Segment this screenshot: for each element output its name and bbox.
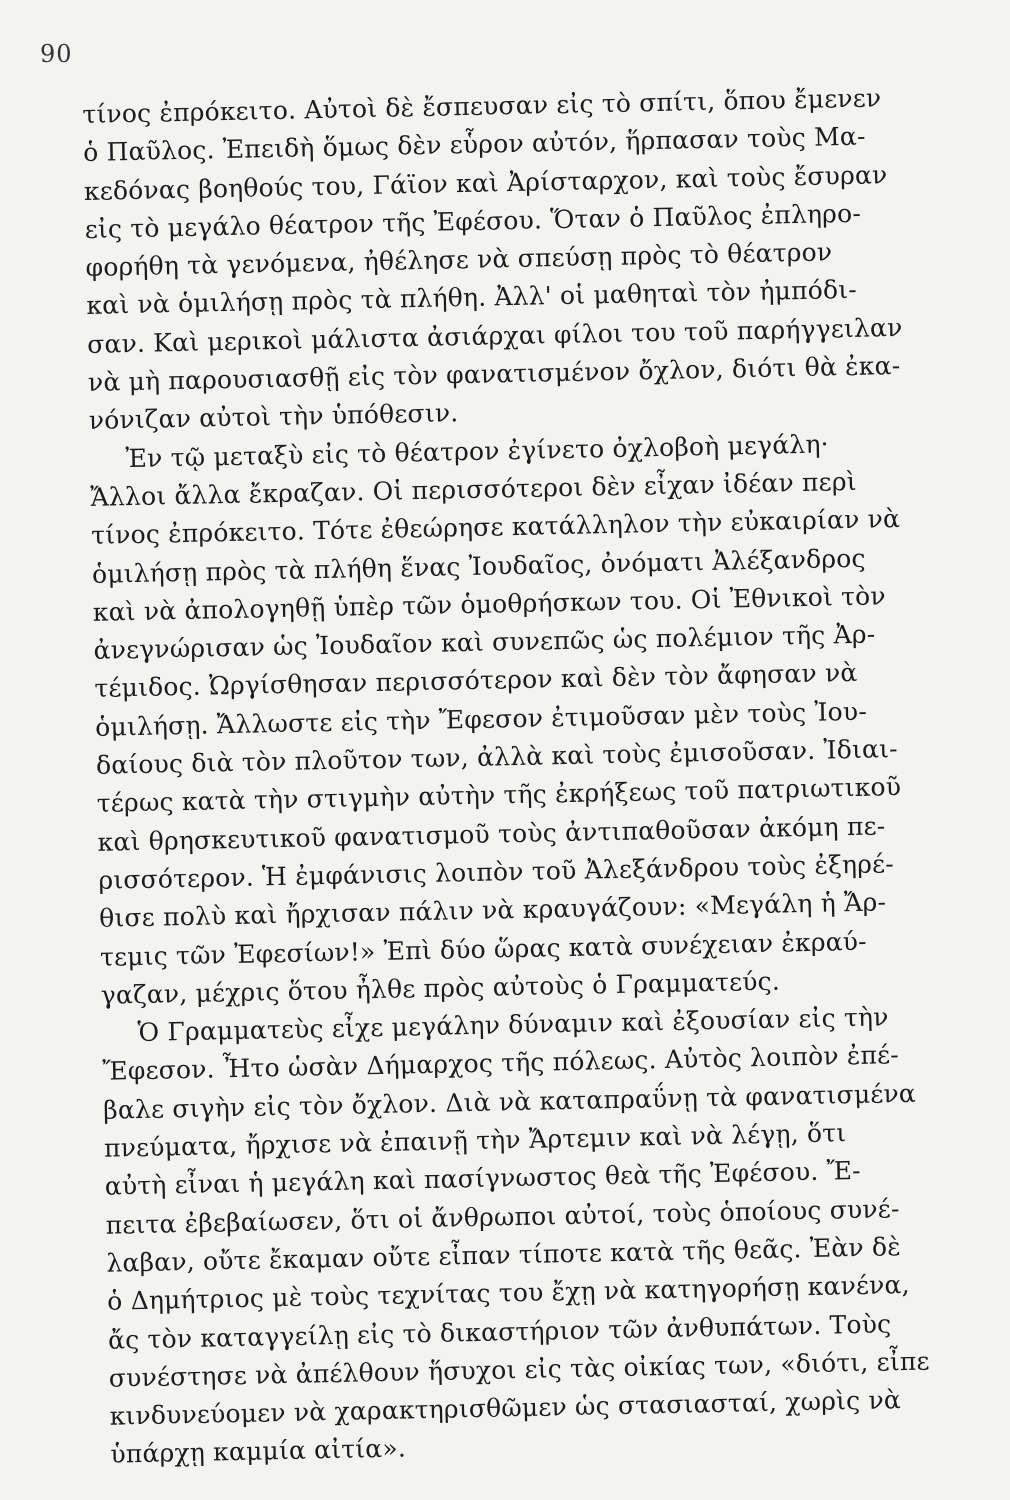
text-line: τίνος ἐπρόκειτο. Τότε ἐθεώρησε κατάλληλον τὴν εὐκαιρίαν νὰ — [90, 504, 901, 551]
text-line: γαζαν, μέχρις ὅτου ἦλθε πρὸς αὐτοὺς ὁ Γραμματεύς. — [100, 966, 781, 1010]
text-line: σαν. Καὶ μερικοὶ μάλιστα ἀσιάρχαι φίλοι του τοῦ παρήγγειλαν — [86, 312, 903, 359]
text-line: ὁ Δημήτριος μὲ τοὺς τεχνίτας του ἔχῃ νὰ κατηγορήσῃ κανένα, — [106, 1270, 911, 1316]
text-line: αὐτὴ εἶναι ἡ μεγάλη καὶ πασίγνωστος θεὰ τῆς Ἐφέσου. Ἔ- — [104, 1156, 862, 1202]
text-line: λαβαν, οὔτε ἔκαμαν οὔτε εἶπαν τίποτε κατὰ τῆς θεᾶς. Ἐὰν δὲ — [106, 1232, 902, 1278]
text-line: Ἔφεσον. Ἦτο ὡσὰν Δήμαρχος τῆς πόλεως. Αὐτὸς λοιπὸν ἐπέ- — [102, 1040, 900, 1087]
text-line: ρισσότερον. Ἡ ἐμφάνισις λοιπὸν τοῦ Ἀλεξάνδρου τοὺς ἐξηρέ- — [98, 849, 895, 895]
text-line: τεμις τῶν Ἐφεσίων!» Ἐπὶ δύο ὥρας κατὰ συνέχειαν ἐκραύ- — [99, 926, 868, 972]
text-line: δαίους διὰ τὸν πλοῦτον των, ἀλλὰ καὶ τοὺς ἐμισοῦσαν. Ἰδιαι- — [95, 734, 898, 780]
text-line: Ὁ Γραμματεὺς εἶχε μεγάλην δύναμιν καὶ ἐξουσίαν εἰς τὴν — [137, 1002, 889, 1048]
text-line: καὶ νὰ ἀπολογηθῇ ὑπὲρ τῶν ὁμοθρήσκων του. Οἱ Ἐθνικοὶ τὸν — [92, 581, 887, 627]
text-line: Ἄλλοι ἄλλα ἔκραζαν. Οἱ περισσότεροι δὲν εἶχαν ἰδέαν περὶ — [90, 466, 857, 512]
text-line: τέμιδος. Ὠργίσθησαν περισσότερον καὶ δὲν τὸν ἄφησαν νὰ — [94, 658, 858, 704]
text-line: ὑπάρχῃ καμμία αἰτία». — [110, 1433, 407, 1470]
text-line: πειτα ἐβεβαίωσεν, ὅτι οἱ ἄνθρωποι αὐτοί, τοὺς ὁποίους συνέ- — [105, 1193, 900, 1240]
text-line: κεδόνας βοηθούς του, Γάϊον καὶ Ἀρίσταρχον, καὶ τοὺς ἔσυραν — [83, 159, 888, 206]
text-line: τίνος ἐπρόκειτο. Αὐτοὶ δὲ ἔσπευσαν εἰς τὸ σπίτι, ὅπου ἔμενεν — [82, 83, 882, 129]
text-line: θισε πολὺ καὶ ἤρχισαν πάλιν νὰ κραυγάζουν: «Μεγάλη ἡ Ἄρ- — [98, 887, 887, 934]
text-line: εἰς τὸ μεγάλο θέατρον τῆς Ἐφέσου. Ὅταν ὁ Παῦλος ἐπληρο- — [84, 198, 862, 244]
text-line: καὶ νὰ ὁμιλήσῃ πρὸς τὰ πλήθη. Ἀλλ' οἱ μαθηταὶ τὸν ἠμπόδι- — [86, 275, 858, 321]
text-line: φορήθη τὰ γενόμενα, ἠθέλησε νὰ σπεύσῃ πρὸς τὸ θέατρον — [85, 237, 833, 283]
page-number: 90 — [40, 40, 73, 68]
text-line: κινδυνεύομεν νὰ χαρακτηρισθῶμεν ὡς στασιασταί, χωρὶς νὰ — [109, 1385, 902, 1431]
text-line: ἀνεγνώρισαν ὡς Ἰουδαῖον καὶ συνεπῶς ὡς πολέμιον τῆς Ἀρ- — [93, 619, 876, 666]
text-line: ἄς τὸν καταγγείλῃ εἰς τὸ δικαστήριον τῶν ἀνθυπάτων. Τοὺς — [107, 1308, 892, 1355]
text-line: πνεύματα, ἤρχισε νὰ ἐπαινῇ τὴν Ἄρτεμιν καὶ νὰ λέγῃ, ὅτι — [103, 1118, 847, 1163]
text-line: τέρως κατὰ τὴν στιγμὴν αὐτὴν τῆς ἐκρήξεως τοῦ πατριωτικοῦ — [96, 772, 902, 819]
text-line: ὁ Παῦλος. Ἐπειδὴ ὅμως δὲν εὗρον αὐτόν, ἥρπασαν τοὺς Μα- — [82, 121, 866, 168]
text-line: συνέστησε νὰ ἀπέλθουν ἥσυχοι εἰς τὰς οἰκίας των, «διότι, εἶπε — [108, 1346, 930, 1393]
body-text — [82, 78, 975, 1474]
text-line: καὶ θρησκευτικοῦ φανατισμοῦ τοὺς ἀντιπαθοῦσαν ἀκόμη πε- — [97, 810, 886, 857]
text-line: βαλε σιγὴν εἰς τὸν ὄχλον. Διὰ νὰ καταπραΰνῃ τὰ φανατισμένα — [102, 1078, 917, 1125]
text-line: ὁμιλήσῃ πρὸς τὰ πλήθη ἕνας Ἰουδαῖος, ὀνόματι Ἀλέξανδρος — [91, 543, 866, 589]
text-line: νὰ μὴ παρουσιασθῇ εἰς τὸν φανατισμένον ὄχλον, διότι θὰ ἐκα- — [87, 351, 901, 398]
text-line: ὁμιλήσῃ. Ἄλλωστε εἰς τὴν Ἔφεσον ἐτιμοῦσαν μὲν τοὺς Ἰου- — [94, 696, 868, 742]
text-line: Ἐν τῷ μεταξὺ εἰς τὸ θέατρον ἐγίνετο ὀχλοβοὴ μεγάλη· — [125, 429, 830, 473]
text-line: νόνιζαν αὐτοὶ τὴν ὑπόθεσιν. — [88, 398, 459, 436]
